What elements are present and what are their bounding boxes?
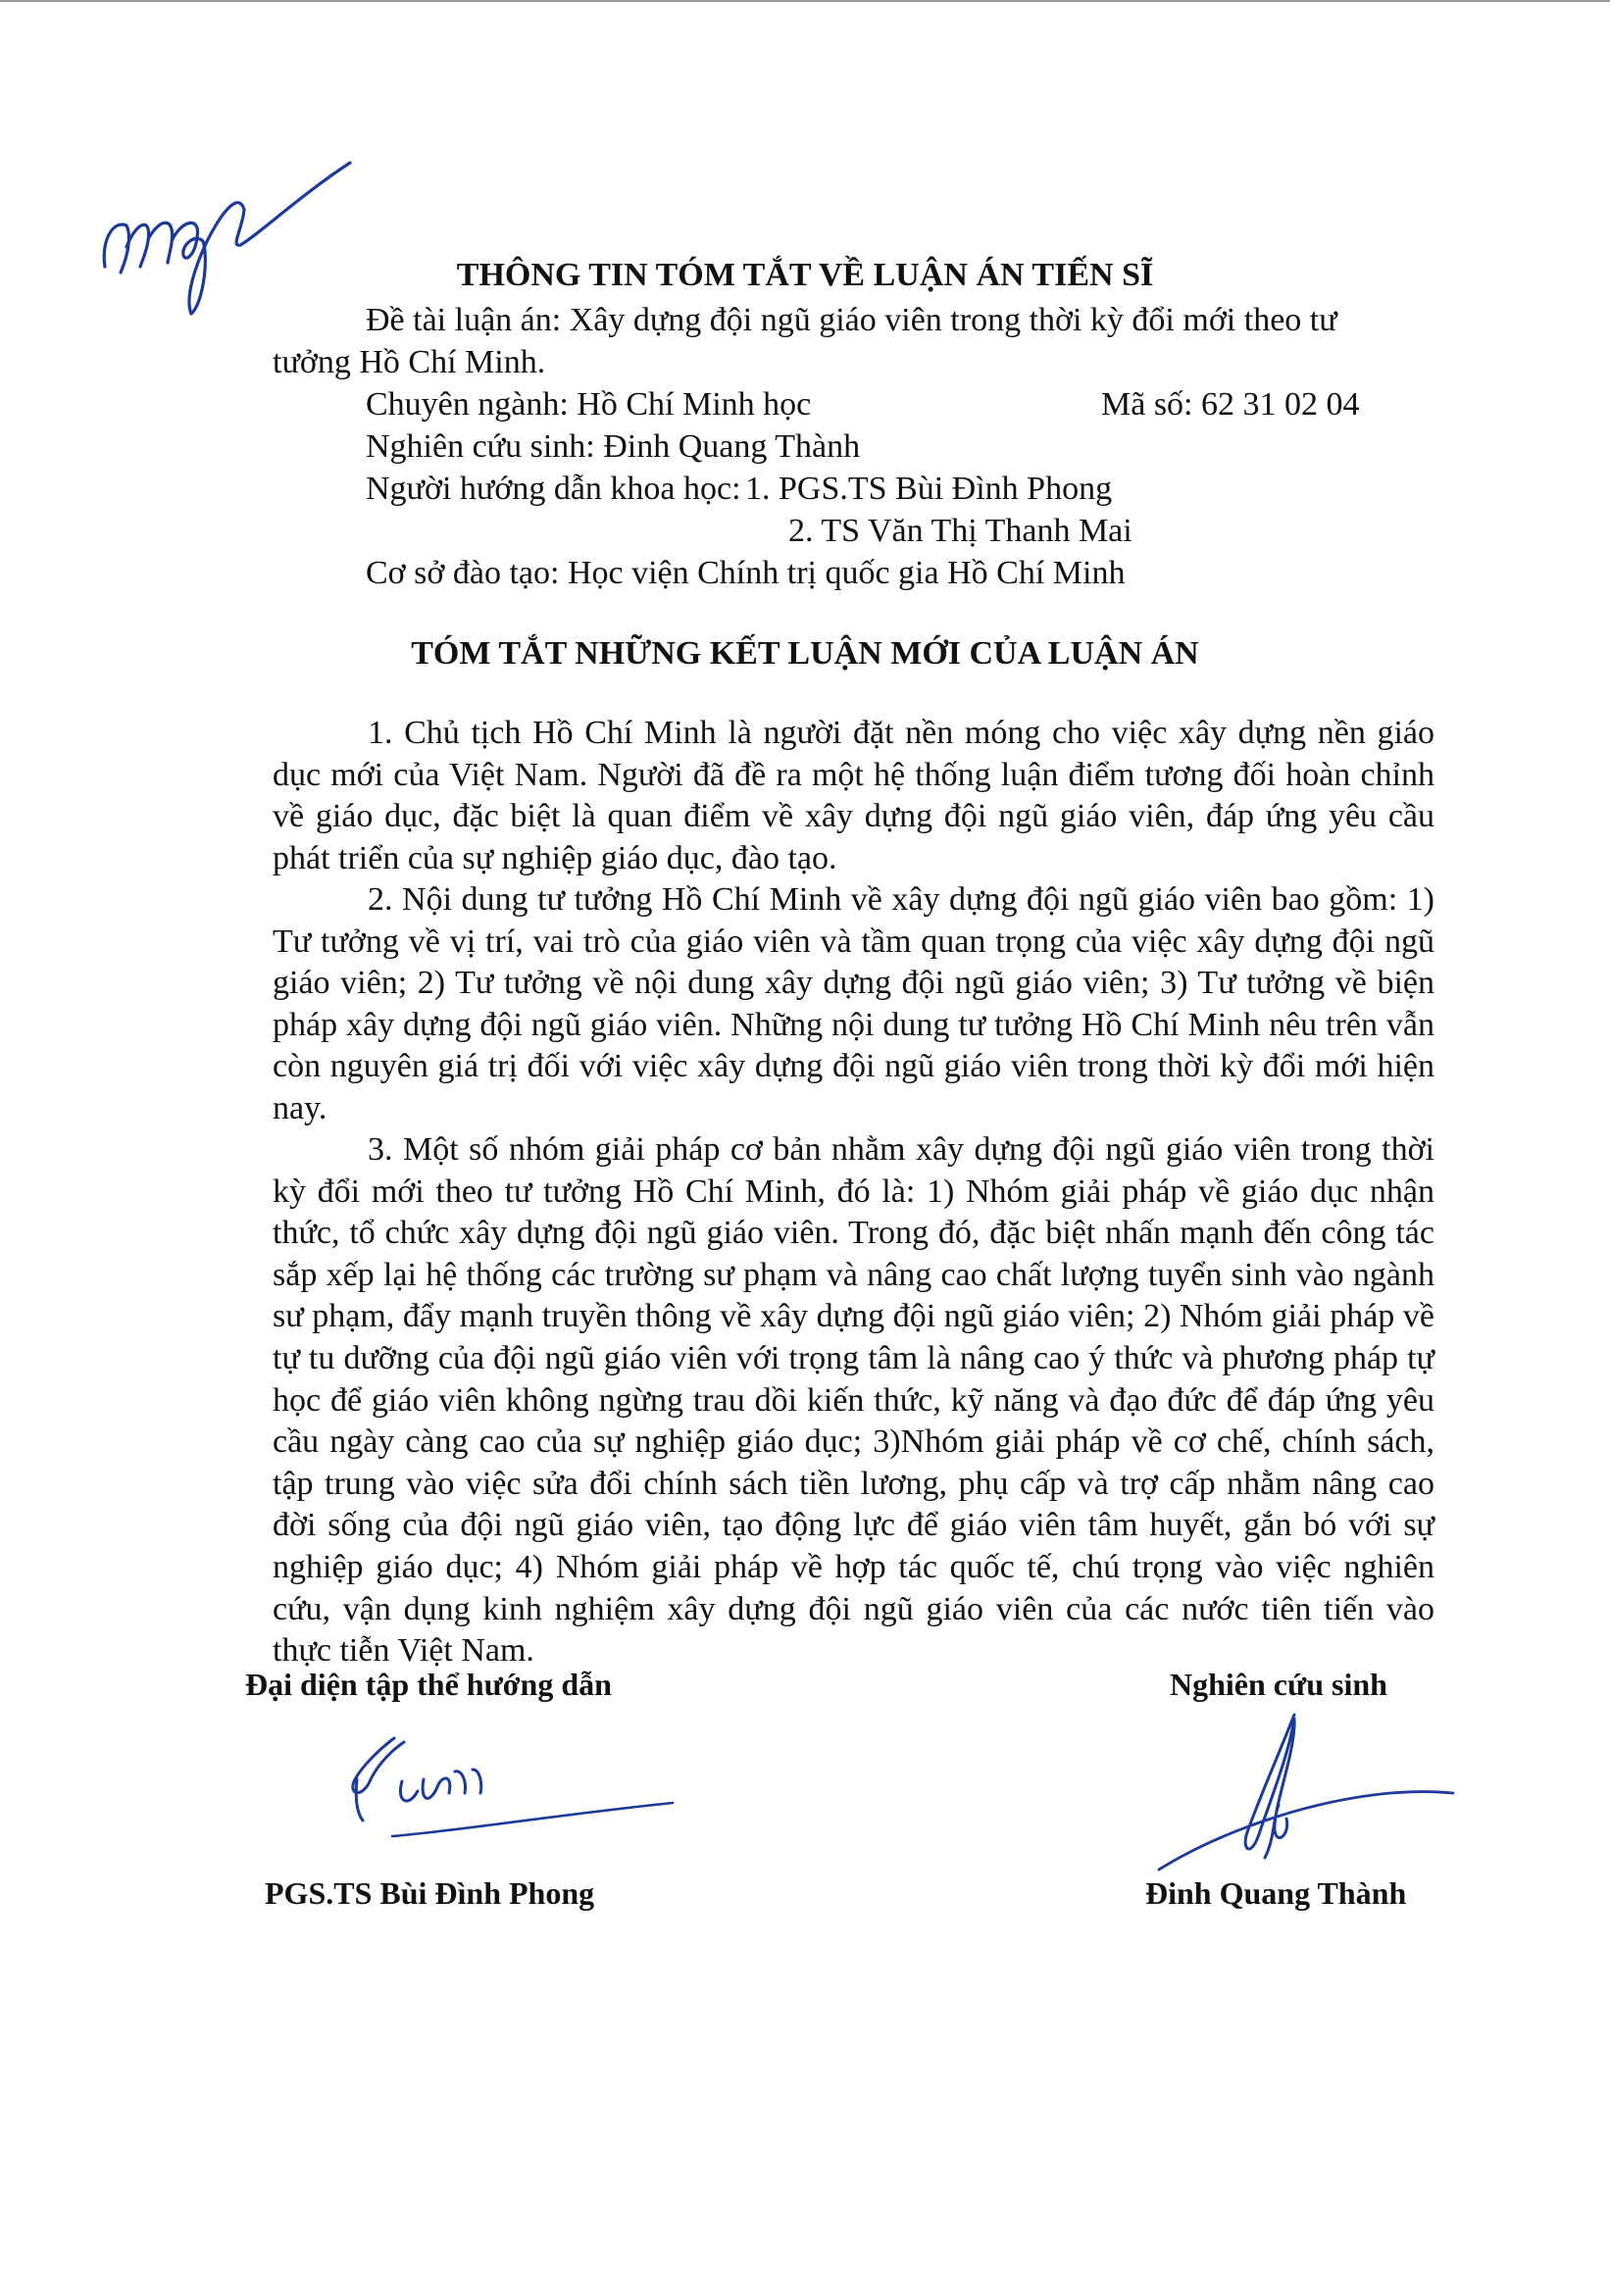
supervisor-signature <box>333 1711 686 1858</box>
specialty-code: Mã số: 62 31 02 04 <box>1101 386 1360 423</box>
advisor-1: 1. PGS.TS Bùi Đình Phong <box>745 471 1113 507</box>
conclusion-paragraph-3: 3. Một số nhóm giải pháp cơ bản nhằm xây dựng đội ngũ giáo viên trong thời kỳ đổi mới theo tư tưởng Hồ Chí Minh, đó là: 1) Nhóm giải pháp về giáo dục nhận thức, tổ chức xây dựng đội ngũ giáo viên. Trong đó, đặc biệt nhấn mạnh đến công tác sắp xếp lại hệ thống các trường sư phạm và nâng cao chất lượng tuyển sinh vào ngành sư phạm, đẩy mạnh truyền thông về xây dựng đội ngũ giáo viên; 2) Nhóm giải pháp về tự tu dưỡng của đội ngũ giáo viên với trọng tâm là nâng cao ý thức và phương pháp tự học để giáo viên không ngừng trau dồi kiến thức, kỹ năng và đạo đức để đáp ứng yêu cầu ngày càng cao của sự nghiệp giáo dục; 3)Nhóm giải pháp về cơ chế, chính sách, tập trung vào việc sửa đổi chính sách tiền lương, phụ cấp và trợ cấp nhằm nâng cao đời sống của đội ngũ giáo viên, tạo động lực để giáo viên tâm huyết, gắn bó với sự nghiệp giáo dục; 4) Nhóm giải pháp về hợp tác quốc tế, chú trọng vào việc nghiên cứu, vận dụng kinh nghiệm xây dựng đội ngũ giáo viên của các nước tiên tiến vào thực tiễn Việt Nam. <box>273 1131 1434 1670</box>
conclusion-paragraph-1: 1. Chủ tịch Hồ Chí Minh là người đặt nền móng cho việc xây dựng nền giáo dục mới của Việt Nam. Người đã đề ra một hệ thống luận điểm tương đối hoàn chỉnh về giáo dục, đặc biệt là quan điểm về xây dựng đội ngũ giáo viên, đáp ứng yêu cầu phát triển của sự nghiệp giáo dục, đào tạo. <box>273 715 1434 876</box>
candidate-role-label: Nghiên cứu sinh <box>1170 1667 1387 1702</box>
specialty-line: Chuyên ngành: Hồ Chí Minh học <box>366 386 812 423</box>
doctoral-candidate-line: Nghiên cứu sinh: Đinh Quang Thành <box>366 428 861 465</box>
candidate-name: Đinh Quang Thành <box>1145 1875 1407 1911</box>
supervisor-name: PGS.TS Bùi Đình Phong <box>265 1875 595 1911</box>
conclusion-paragraph-2: 2. Nội dung tư tưởng Hồ Chí Minh về xây dựng đội ngũ giáo viên bao gồm: 1) Tư tưởng về vị trí, vai trò của giáo viên và tầm quan trọng của việc xây dựng đội ngũ giáo viên; 2) Tư tưởng về nội dung xây dựng đội ngũ giáo viên; 3) Tư tưởng về biện pháp xây dựng đội ngũ giáo viên. Những nội dung tư tưởng Hồ Chí Minh nêu trên vẫn còn nguyên giá trị đối với việc xây dựng đội ngũ giáo viên trong thời kỳ đổi mới hiện nay. <box>273 881 1434 1126</box>
training-institution-line: Cơ sở đào tạo: Học viện Chính trị quốc gia Hồ Chí Minh <box>366 555 1126 591</box>
candidate-signature <box>1157 1711 1471 1897</box>
supervisor-role-label: Đại diện tập thể hướng dẫn <box>245 1667 612 1702</box>
thesis-topic-line-1: Đề tài luận án: Xây dựng đội ngũ giáo viên trong thời kỳ đổi mới theo tư <box>366 302 1337 338</box>
handwritten-initials-signature <box>93 157 368 324</box>
thesis-topic-line-2: tưởng Hồ Chí Minh. <box>273 344 546 380</box>
advisor-2: 2. TS Văn Thị Thanh Mai <box>788 513 1132 549</box>
scan-top-edge <box>0 0 1610 2</box>
document-title: THÔNG TIN TÓM TẮT VỀ LUẬN ÁN TIẾN SĨ <box>456 257 1154 293</box>
summary-title: TÓM TẮT NHỮNG KẾT LUẬN MỚI CỦA LUẬN ÁN <box>411 635 1199 672</box>
advisor-label: Người hướng dẫn khoa học: <box>366 471 741 507</box>
